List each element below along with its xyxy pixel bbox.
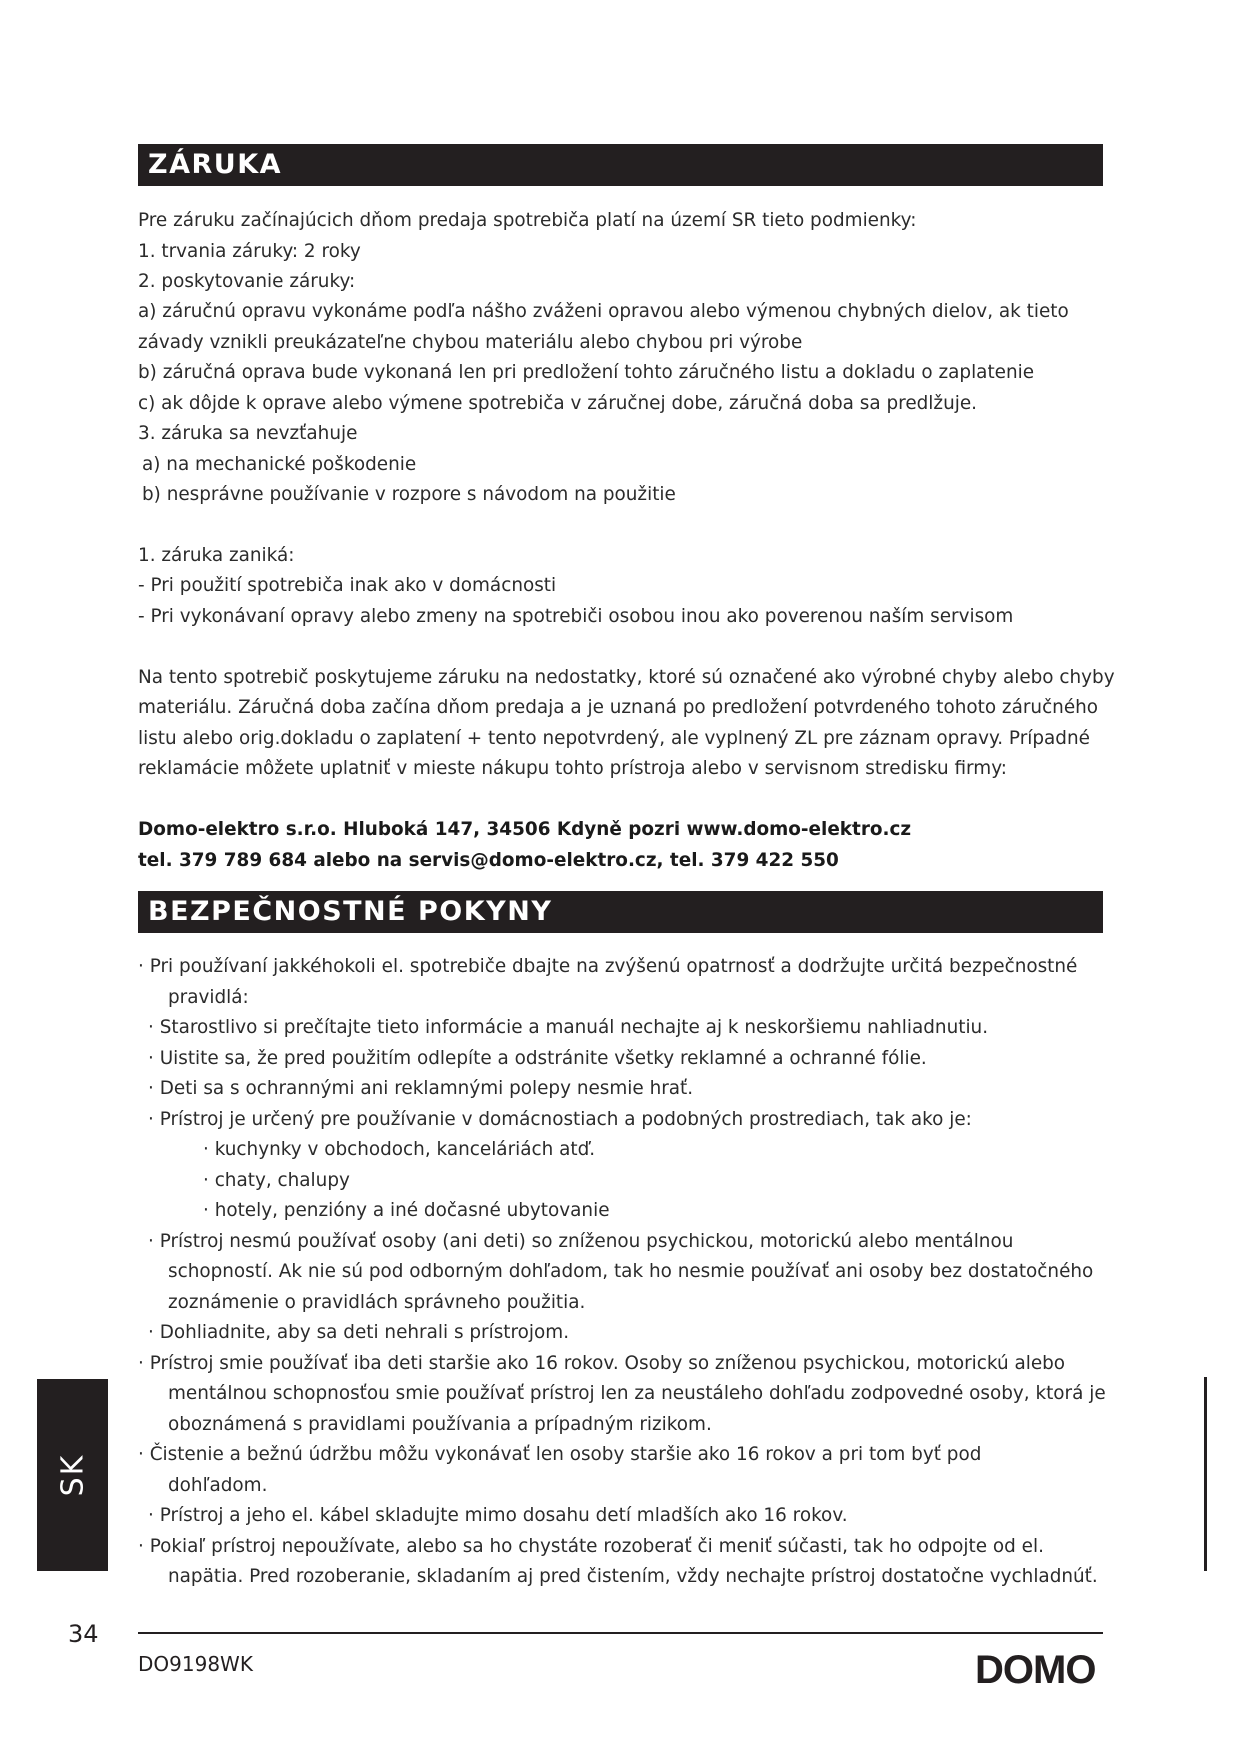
warranty-line: reklamácie môžete uplatniť v mieste nákupu tohto prístroja alebo v servisnom stredisku firmy:: [138, 758, 1007, 779]
safety-subline: · kuchynky v obchodoch, kanceláriách atď.: [203, 1139, 596, 1160]
model-number: DO9198WK: [138, 1652, 253, 1676]
safety-line: schopností. Ak nie sú pod odborným dohľadom, tak ho nesmie používať ani osoby bez dostatočného: [168, 1261, 1094, 1282]
right-margin-mark: [1204, 1377, 1207, 1571]
safety-line: mentálnou schopnosťou smie používať prístroj len za neustáleho dohľadu zodpovedné osoby, ktorá je: [168, 1383, 1106, 1404]
safety-subline: · hotely, penzióny a iné dočasné ubytovanie: [203, 1200, 610, 1221]
warranty-heading: ZÁRUKA: [138, 144, 1103, 186]
safety-line: oboznámená s pravidlami používania a prípadným rizikom.: [168, 1414, 712, 1435]
language-tab: [37, 1379, 108, 1571]
safety-line: napätia. Pred rozoberanie, skladaním aj pred čistením, vždy nechajte prístroj dostatočne vychladnúť.: [168, 1566, 1098, 1587]
warranty-line: a) na mechanické poškodenie: [142, 454, 417, 475]
safety-subline: · chaty, chalupy: [203, 1170, 350, 1191]
language-tab-label: SK: [55, 1453, 90, 1497]
safety-line: · Prístroj nesmú používať osoby (ani deti) so zníženou psychickou, motorickú alebo mentálnou: [148, 1231, 1014, 1252]
warranty-line: 3. záruka sa nevzťahuje: [138, 423, 358, 444]
warranty-line: - Pri použití spotrebiča inak ako v domácnosti: [138, 575, 557, 596]
safety-heading: BEZPEČNOSTNÉ POKYNY: [138, 891, 1103, 933]
contact-address: Domo-elektro s.r.o. Hluboká 147, 34506 Kdyně pozri www.domo-elektro.cz: [138, 819, 912, 840]
warranty-line: listu alebo orig.dokladu o zaplatení + tento nepotvrdený, ale vyplnený ZL pre záznam opravy. Prípadné: [138, 728, 1090, 749]
warranty-line: Na tento spotrebič poskytujeme záruku na nedostatky, ktoré sú označené ako výrobné chyby alebo chyby: [138, 667, 1115, 688]
warranty-line: b) záručná oprava bude vykonaná len pri predložení tohto záručného listu a dokladu o zaplatenie: [138, 362, 1035, 383]
warranty-line: materiálu. Záručná doba začína dňom predaja a je uznaná po predložení potvrdeného tohoto záručného: [138, 697, 1099, 718]
safety-line: · Dohliadnite, aby sa deti nehrali s prístrojom.: [148, 1322, 570, 1343]
contact-phone: tel. 379 789 684 alebo na servis@domo-elektro.cz, tel. 379 422 550: [138, 850, 839, 871]
page-number: 34: [68, 1620, 99, 1648]
warranty-line: 2. poskytovanie záruky:: [138, 271, 356, 292]
safety-line: · Starostlivo si prečítajte tieto informácie a manuál nechajte aj k neskoršiemu nahliadnutiu.: [148, 1017, 989, 1038]
warranty-line: - Pri vykonávaní opravy alebo zmeny na spotrebiči osobou inou ako poverenou naším servisom: [138, 606, 1014, 627]
warranty-line: b) nesprávne používanie v rozpore s návodom na použitie: [142, 484, 676, 505]
warranty-line: c) ak dôjde k oprave alebo výmene spotrebiča v záručnej dobe, záručná doba sa predlžuje.: [138, 393, 977, 414]
safety-line: · Uistite sa, že pred použitím odlepíte a odstránite všetky reklamné a ochranné fólie.: [148, 1048, 927, 1069]
brand-logo: DOMO: [975, 1648, 1096, 1692]
warranty-line: 1. záruka zaniká:: [138, 545, 295, 566]
safety-line: · Pokiaľ prístroj nepoužívate, alebo sa ho chystáte rozoberať či meniť súčasti, tak ho odpojte od el.: [138, 1536, 1044, 1557]
footer-divider: [138, 1632, 1103, 1634]
safety-line: · Pri používaní jakkéhokoli el. spotrebiče dbajte na zvýšenú opatrnosť a dodržujte určitá bezpečnostné: [138, 956, 1078, 977]
safety-line: zoznámenie o pravidlách správneho použitia.: [168, 1292, 586, 1313]
safety-line: dohľadom.: [168, 1475, 268, 1496]
warranty-line: a) záručnú opravu vykonáme podľa nášho zváženi opravou alebo výmenou chybných dielov, ak tieto: [138, 301, 1069, 322]
safety-line: pravidlá:: [168, 987, 249, 1008]
warranty-line: 1. trvania záruky: 2 roky: [138, 241, 361, 262]
safety-line: · Deti sa s ochrannými ani reklamnými polepy nesmie hrať.: [148, 1078, 694, 1099]
warranty-line: Pre záruku začínajúcich dňom predaja spotrebiča platí na území SR tieto podmienky:: [138, 210, 917, 231]
safety-line: · Čistenie a bežnú údržbu môžu vykonávať len osoby staršie ako 16 rokov a pri tom byť pod: [138, 1444, 982, 1465]
safety-line: · Prístroj je určený pre používanie v domácnostiach a podobných prostrediach, tak ako je:: [148, 1109, 972, 1130]
warranty-line: závady vznikli preukázateľne chybou materiálu alebo chybou pri výrobe: [138, 332, 803, 353]
safety-line: · Prístroj a jeho el. kábel skladujte mimo dosahu detí mladších ako 16 rokov.: [148, 1505, 848, 1526]
safety-line: · Prístroj smie používať iba deti staršie ako 16 rokov. Osoby so zníženou psychickou, motorickú alebo: [138, 1353, 1066, 1374]
